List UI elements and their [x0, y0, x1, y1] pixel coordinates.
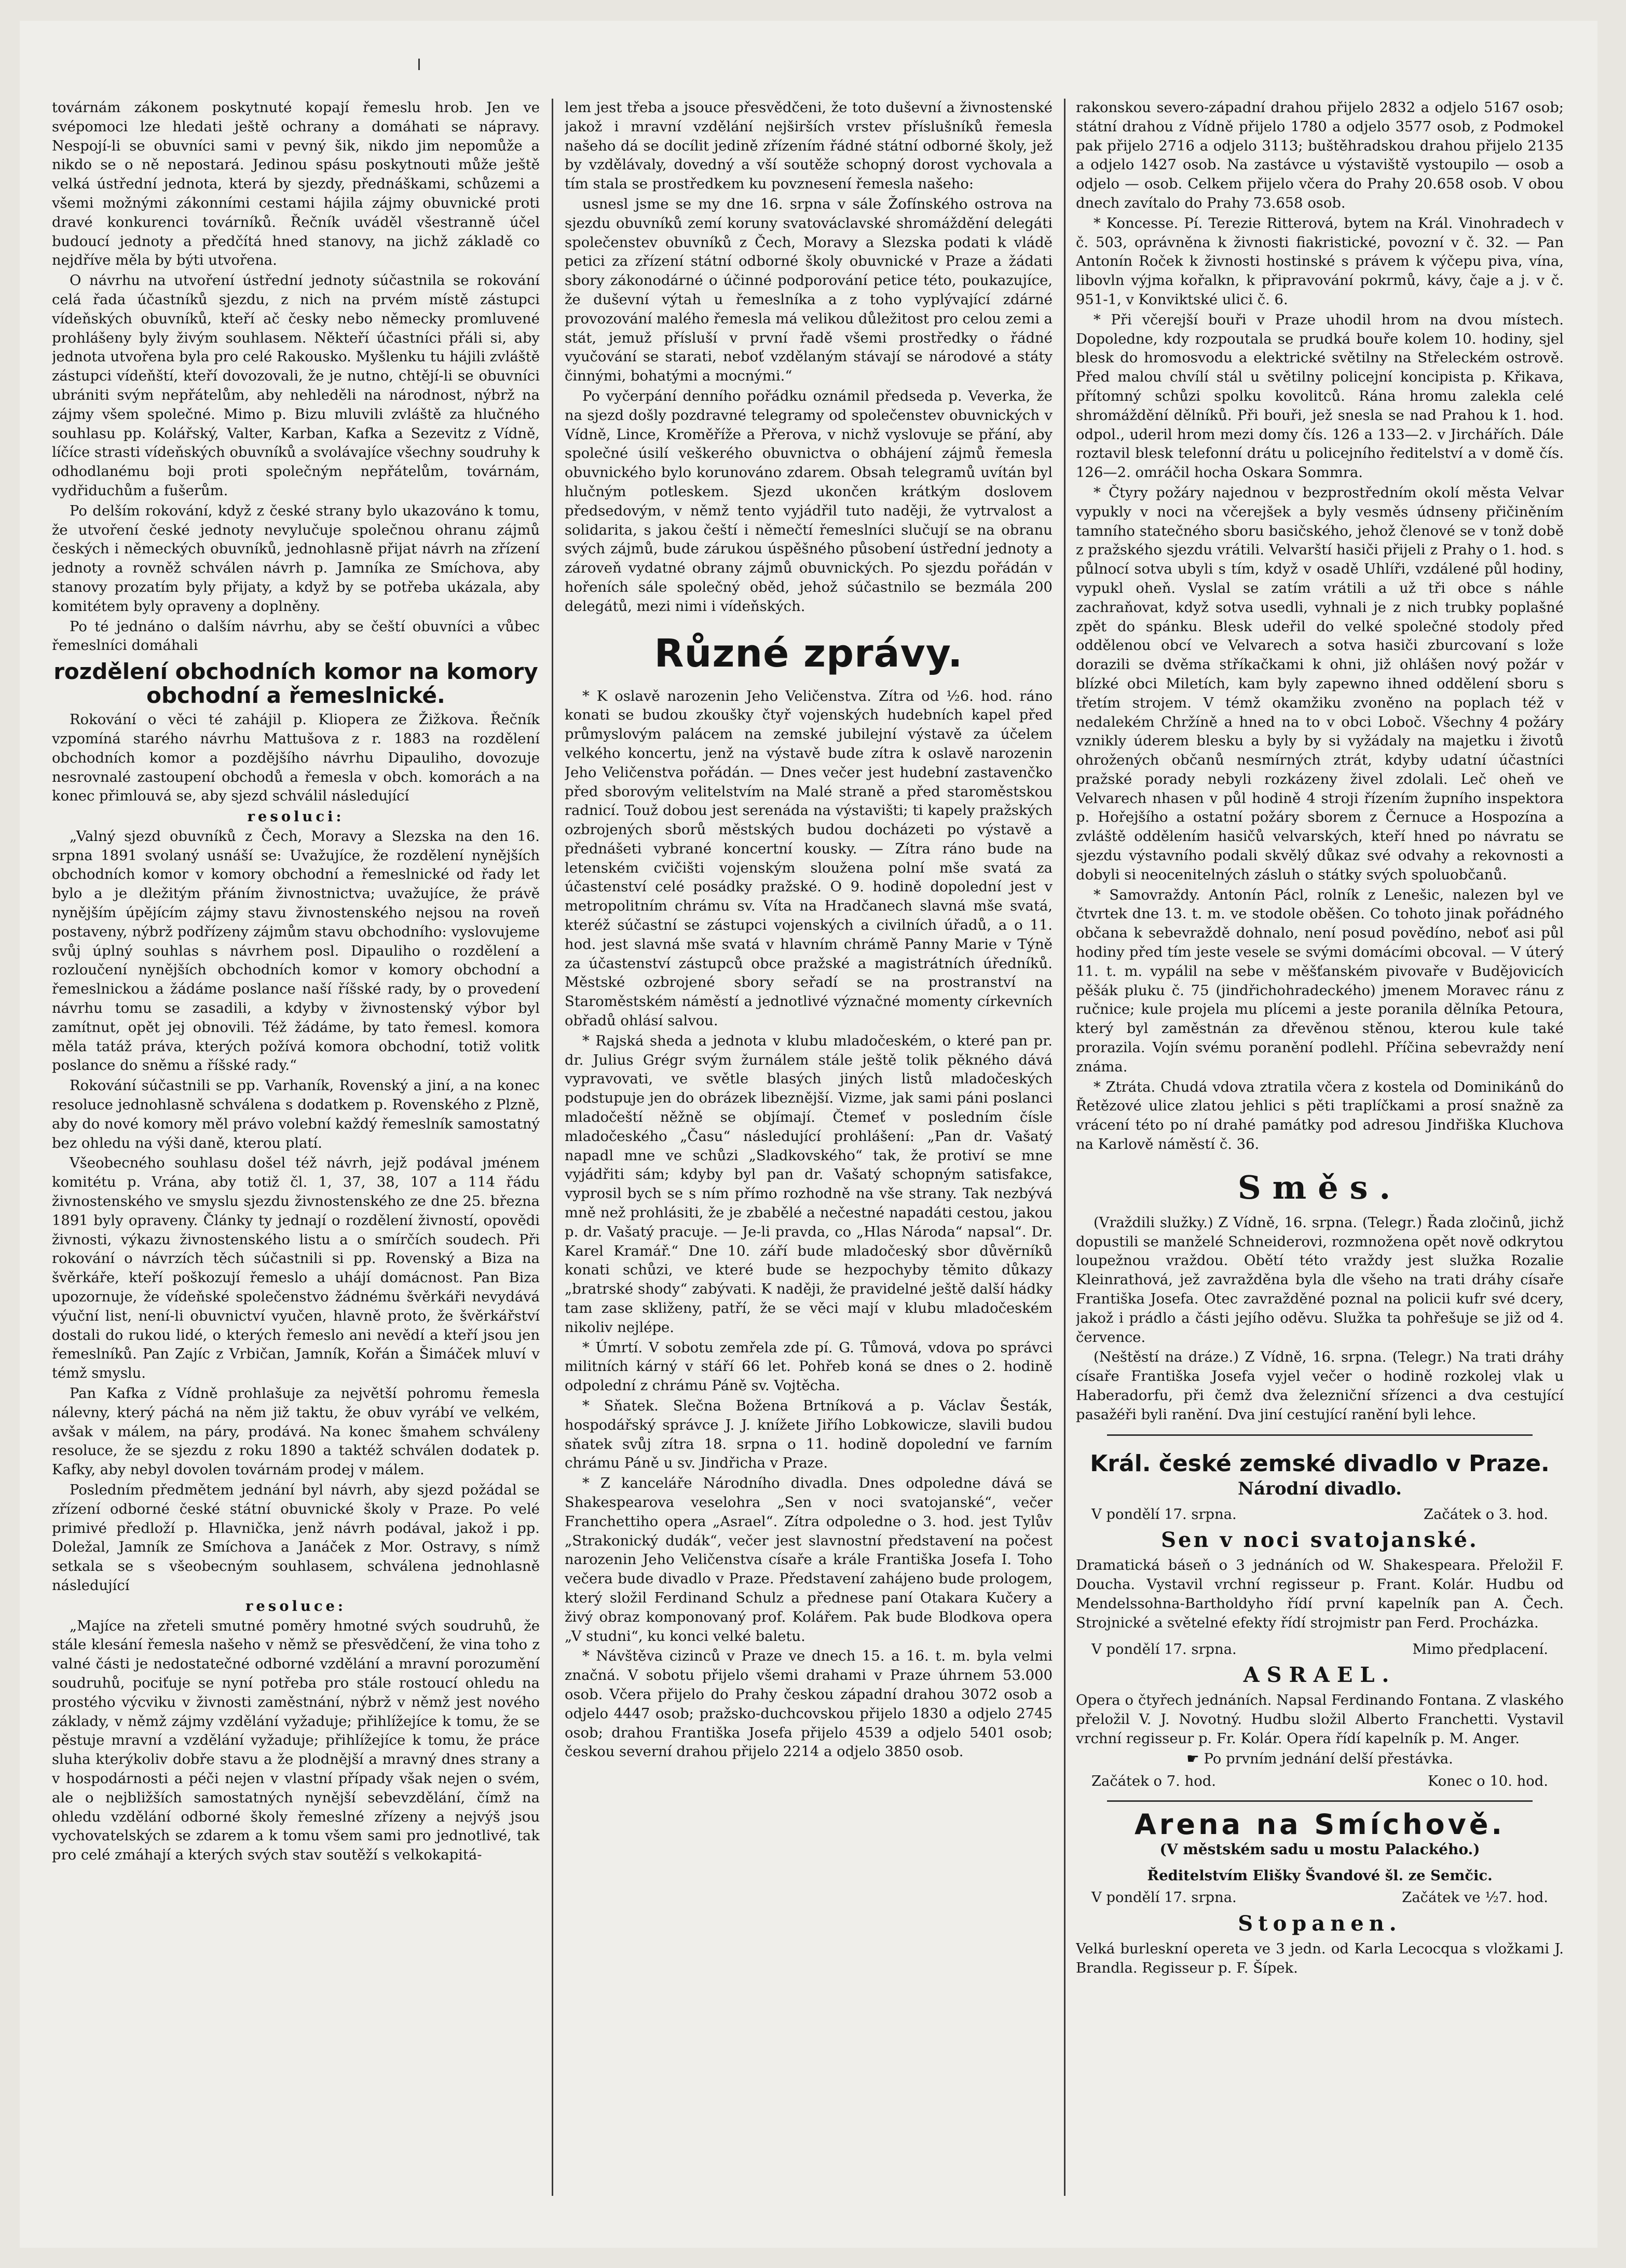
- col1-paragraph: továrnám zákonem poskytnuté kopají řemeslu hrob. Jen ve svépomoci lze hledati ještě ochrany a domáhati se nápravy. Nespojí-li se obuvníci sami v pevný šik, nikdo jim nepomůže a nikdo se o ně nepostará. Jedinou spásu poskytnouti může ještě velká ústřední jednota, která by sjezdy, přednáškami, schůzemi a všemi možnými zákonními cestami hájila zájmy obuvnické proti dravé konkurenci továrníků. Řečník uváděl všestranně účel budoucí jednoty a předčítá hned stanovy, na jichž základě co nejdříve měla by býti utvořena.: [52, 100, 540, 269]
- col1-paragraph: Po delším rokování, když z české strany bylo ukazováno k tomu, že utvoření české jednoty nevylučuje společnou ohranu zájmů českých i německých obuvníků, jednohlasně přijat návrh na zřízení jednoty a rovněž schválen návrh p. Jamníka ze Smíchova, aby stanovy prozatím byly přijaty, a když by se potřeba ukázala, aby komitétem byly opraveny a doplněny.: [52, 503, 540, 615]
- program-row: [1076, 1889, 1564, 1908]
- col1-paragraph: O návrhu na utvoření ústřední jednoty súčastnila se rokování celá řada účastníků sjezdu, z nich na prvém místě zástupci vídeňských obuvníků, kteří ač česky nebo německy promluvené prohlášeny byly živým souhlasem. Někteří účastníci přáli si, aby jednota utvořena byla pro celé Rakousko. Myšlenku tu hájili zvláště zástupci vídeňští, kteří dovozovali, že je nutno, chtějí-li se obuvníci ubrániti svým nepřátelům, aby nehleděli na národnost, nýbrž na zájmy všem společné. Mimo p. Bizu mluvili zvláště za hlučného souhlasu pp. Kolářský, Valter, Karban, Kafka a Sezevitz z Vídně, líčíce strasti vídeňských obuvníků a svolávajíce všechny soudruhy k odhodlanému boji proti společným nepřátelům, továrnám, vydřiduchům a fušerům.: [52, 273, 540, 499]
- margin-mark: I: [417, 56, 421, 74]
- play-title: Sen v noci svatojanské.: [1161, 1528, 1479, 1553]
- col1-paragraph: „Valný sjezd obuvníků z Čech, Moravy a Slezska na den 16. srpna 1891 svolaný usnáší se: Uvažujíce, že rozdělení nynějších obchodních komor v komory obchodní a řemeslnické od řady let bylo a je dležitým přáním živnostnictva; uvažujíce, že právě nynějším úpějícím zájmy stavu živnostenského nejsou na roveň postaveny, nýbrž podřízeny zájmům stavu obchodního: vyslovujeme svůj úplný souhlas s návrhem posl. Dipauliho o rozdělení a rozloučení nynějších obchodních komor v komory obchodní a řemeslnickou a žádáme poslance naší říšské rady, by o provedení návrhu tomu se zasadili, a kdyby v živnostenský výbor byl zamítnut, opět jej obnovili. Též žádáme, by tato řemesl. komora měla tatáž práva, kterých požívá komora obchodní, totiž volitk poslance do sněmu a říšské rady.“: [52, 828, 540, 1074]
- program-start: Začátek o 7. hod.: [1091, 1773, 1216, 1789]
- program-row: [1076, 1772, 1564, 1791]
- theater-title: Král. české zemské divadlo v Praze.: [1090, 1450, 1550, 1477]
- column-rule-1: [552, 99, 553, 2196]
- theater-direction: Ředitelstvím Elišky Švandové šl. ze Semčic.: [1147, 1867, 1493, 1884]
- col1-paragraph: Posledním předmětem jednání byl návrh, aby sjezd požádal se zřízení odborné české státní obuvnické školy v Praze. Po velé primivé předloží p. Hlavnička, jenž návrh podával, jakož i pp. Doležal, Jamník ze Smíchova a Janáček z Mor. Ostravy, s nímž setkala se s všeobecným souhlasem, schválena jednohlasně následující: [52, 1482, 540, 1594]
- program-start: Začátek o 3. hod.: [1424, 1506, 1548, 1523]
- column-rule-2: [1064, 99, 1065, 2196]
- column-1: [52, 99, 540, 2196]
- col1-paragraph: Všeobecného souhlasu došel též návrh, jejž podával jménem komitétu p. Vrána, aby totiž čl. 1, 37, 38, 107 a 114 řádu živnostenského ve smyslu sjezdu živnostenského ze dne 25. března 1891 byly opraveny. Články ty jednají o rozdělení živností, opovědi živnosti, výkazu živnostenského listu a o smírčích soudech. Při rokování o návrzích těch súčastnili si pp. Rovenský a Biza na švěrkáře, kteří poškozují řemeslo a uhájí domácnost. Pan Biza upozornuje, že vídeňské společenstvo žádnému švěrkáři nevydává výuční list, není-li obuvnictví vyučen, hlavně proto, že švěrkářství dostali do rukou lidé, o kterých řemeslo ani nevědí a kteří jsou jen řemeslníků. Pan Zajíc z Vrbičan, Jamník, Kořán a Šimáček mluví v témž smyslu.: [52, 1155, 540, 1382]
- news-item: * K oslavě narozenin Jeho Veličenstva. Zítra od ½6. hod. ráno konati se budou zkoušky čtyř vojenských hudebních kapel před průmyslovým palácem na zemské jubilejní výstavě za účelem velkého koncertu, jenž na výstavě bude zítra k oslavě narozenin Jeho Veličenstva pořádán. — Dnes večer jest hudební zastavenčko před sborovým velitelstvím na Malé straně a před staroměstskou radnicí. Touž dobou jest serenáda na výstavišti; ti kapely pražských ozbrojených sborů městských budou docházeti po výstavě a přednášeti vybrané koncertní kousky. — Zítra ráno bude na letenském cvičišti vojenským sloužena polní mše svatá za účastenství celé posádky pražské. O 9. hodině dopolední jest v metropolitním chrámu sv. Víta na Hradčanech slavná mše svatá, kteréž súčastní se zástupci vojenských a civilních úřadů, a o 11. hod. jest slavná mše svatá v hlavním chrámě Panny Marie v Týně za účastenství zástupců obce pražské a magistrátních úředníků. Městské ozbrojené sbory seřadí se na prostranství na Staroměstském náměstí a jednotlivé význačné momenty církevních obřadů ohlásí salvou.: [565, 688, 1053, 1029]
- theater-subtitle: Národní divadlo.: [1237, 1478, 1402, 1499]
- col2-paragraph: lem jest třeba a jsouce přesvědčeni, že toto duševní a živnostenské jakož i mravní vzdělání nejširších vrstev příslušníků řemesla našeho dá se docílit jedině zřízením řádné státní odborné školy, jež by vzdělávaly, dovedný a vší soutěže schopný dorost vychovala a tím stala se prostředkem ku povznesení řemesla našeho:: [565, 100, 1053, 193]
- news-item: * Samovraždy. Antonín Pácl, rolník z Lenešic, nalezen byl ve čtvrtek dne 13. t. m. ve stodole oběšen. Co tohoto jinak pořádného občana k sebevraždě dohnalo, není posud povědíno, neboť asi půl hodiny před tím jeste vesele se svými domácími obcoval. — V úterý 11. t. m. vypálil na sebe v měšťanském pivovaře v Budějovicích pěšák pluku č. 75 (jindřichohradeckého) jmenem Moravec ránu z ručnice; kule projela mu plícemi a jeste poranila dělníka Petoura, který byl zaměstnán za dřevěnou stěnou, kterou kule také prorazila. Vojín svému poranění podlehl. Příčina sebevraždy není známa.: [1076, 887, 1564, 1075]
- news-item: (Vraždili služky.) Z Vídně, 16. srpna. (Telegr.) Řada zločinů, jichž dopustili se manželé Schneiderovi, rozmnožena opět nově odkrytou loupežnou vraždou. Obětí této vraždy jest služka Rozalie Kleinrathová, jež zavražděna byla dle všeho na trati dráhy císaře Františka Josefa. Otec zavražděné poznal na policii kufr své dcery, jakož i prádlo a části jejího oděvu. Služka ta pohřešuje se již od 4. července.: [1076, 1214, 1564, 1346]
- column-3: [1076, 99, 1564, 2196]
- news-item: * Úmrtí. V sobotu zemřela zde pí. G. Tůmová, vdova po správci militních kárný v stáří 66 let. Pohřeb koná se dnes o 2. hodině odpolední z chrámu Páně sv. Vojtěcha.: [565, 1339, 1053, 1394]
- program-date: V pondělí 17. srpna.: [1091, 1890, 1237, 1906]
- news-item: * Návštěva cizinců v Praze ve dnech 15. a 16. t. m. byla velmi značná. V sobotu přijelo všemi drahami v Praze úhrnem 53.000 osob. Včera přijelo do Prahy českou západní drahou 3072 osob a odjelo 4447 osob; pražsko-duchcovskou přijelo 1830 a odjelo 2745 osob; drahou Františka Josefa přijelo 4539 a odjelo 5401 osob; českou severní drahou přijelo 2214 a odjelo 3850 osob.: [565, 1648, 1053, 1760]
- theater-title: Arena na Smíchově.: [1135, 1808, 1505, 1841]
- col2-paragraph: Po vyčerpání denního pořádku oznámil předseda p. Veverka, že na sjezd došly pozdravné telegramy od společenstev obuvnických v Vídně, Lince, Kroměříže a Přerova, v nichž vyslovuje se přání, aby společné úsilí veškerého obuvnictva o obhájení zájmů řemesla obuvnického bylo korunováno zdarem. Obsah telegramů uvítán byl hlučným potleskem. Sjezd ukončen krátkým doslovem předsedovým, v němž tento vyjádřil tuto naději, že vytrvalost a solidarita, s jakou čeští i němečtí řemeslníci slučují se na obranu svých zájmů, bude zárukou úspěšného působení ústřední jednoty a zároveň vydatné obrany zájmů obuvnických. Po sjezdu pořádán v hořeních sále společný oběd, jehož súčastnilo se bezmála 200 delegátů, mezi nimi i vídeňských.: [565, 388, 1053, 615]
- play-description: Opera o čtyřech jednáních. Napsal Ferdinando Fontana. Z vlaského přeložil V. J. Novotný. Hudbu složil Alberto Franchetti. Vystavil vrchní regisseur p. Fr. Kolár. Opera řídí kapelník p. M. Anger.: [1076, 1692, 1564, 1747]
- pointing-hand-icon-line: [1076, 1750, 1564, 1769]
- play-description: Velká burleskní opereta ve 3 jedn. od Karla Lecocqua s vložkami J. Brandla. Regisseur p. F. Šípek.: [1076, 1940, 1564, 1976]
- pause-note: Po prvním jednání delší přestávka.: [1204, 1750, 1453, 1767]
- theater-subtitle: (V městském sadu u mostu Palackého.): [1159, 1841, 1480, 1858]
- news-item: * Sňatek. Slečna Božena Brtníková a p. Václav Šesták, hospodářský správce J. J. knížete Jiřího Lobkowicze, slavili budou sňatek svůj zítra 18. srpna o 11. hodině dopolední ve farním chrámu Páně u sv. Jindřicha v Praze.: [565, 1398, 1053, 1472]
- divider: [1107, 1434, 1533, 1436]
- news-item: * Z kanceláře Národního divadla. Dnes odpoledne dává se Shakespearova veselohra „Sen v noci svatojanské“, večer Franchettiho opera „Asrael“. Zítra odpoledne o 3. hod. jest Tylův „Strakonický dudák“, večer jest slavnostní představení na počest narozenin Jeho Veličenstva císaře a krále Františka Josefa I. Toho večera bude divadlo v Praze. Představení zahájeno bude prologem, který složil Ferdinand Schulz a přednese paní Otakara Kučery a živý obraz komponovaný prof. Kolářem. Pak bude Blodkova opera „V studni“, ku konci velké baletu.: [565, 1475, 1053, 1645]
- section-heading: Směs.: [1237, 1168, 1402, 1206]
- col3-paragraph: rakonskou severo-západní drahou přijelo 2832 a odjelo 5167 osob; státní drahou z Vídně přijelo 1780 a odjelo 3577 osob, z Podmokel pak přijelo 2716 a odjelo 3113; buštěhradskou drahou přijelo 2135 a odjelo 1427 osob. Na zastávce u výstaviště vystoupilo — osob a odjelo — osob. Celkem přijelo včera do Prahy 20.658 osob. V obou dnech zavítalo do Prahy 73.658 osob.: [1076, 100, 1564, 211]
- program-row: [1076, 1640, 1564, 1660]
- program-note: Mimo předplacení.: [1412, 1641, 1548, 1658]
- program-date: V pondělí 17. srpna.: [1091, 1506, 1237, 1523]
- col1-paragraph: „Majíce na zřeteli smutné poměry hmotné svých soudruhů, že stále klesání řemesla našeho v němž se přesvědčení, že vina toho z valné části je nedostatečné odborné vzdělání a mravní porozumění soudruhů, pociťuje se nyní potřeba pro stále rostoucí ohledu na prostého výcviku v živnosti zaměstnání, nýbrž v němž jest nového základy, v němž zájmy vzdělání vyžaduje; přihlížejíce k tomu, že se pěstuje mravní a vzdělání vyžaduje; přihlížejíce k tomu, že práce sluha kterýkoliv dobře stavu a že plodnější a mravný dnes strany a v hospodárnosti a péči nejen v vlastní případy však nejen o svém, ale o nejbližších samostatných nynější sebevzdělání, čímž na ohledu vzdělání odborné školy řemeslné zřízeny a nejvýš jsou vychovatelských se zdarem a k tomu všem sami pro jednotlivé, tak pro celé zmáhají a kterých svých stav soutěží s velkokapitá-: [52, 1618, 540, 1864]
- resolution-label: resoluce:: [245, 1597, 347, 1614]
- news-item: * Koncesse. Pí. Terezie Ritterová, bytem na Král. Vinohradech v č. 503, oprávněna k živnosti fiakristické, povozní v č. 32. — Pan Antonín Roček k živnosti hostinské s právem k výčepu piva, vína, libovln výjma kořalkn, k připravování pokrmů, kávy, čaje a j. v č. 951-1, v Konviktské ulici č. 6.: [1076, 215, 1564, 308]
- column-2: [565, 99, 1053, 2196]
- news-item: * Rajská sheda a jednota v klubu mladočeském, o které pan pr. dr. Julius Grégr svým žurnálem stále ještě tolik pěkného dává vypravovati, ve světle blasých jiných listů mladočeských podstupuje jen do obrázek libeznější. Vizme, jak sami páni poslanci mladočeští něžně se objímají. Čtemeť v posledním čísle mladočeského „Času“ následující prohlášení: „Pan dr. Vašatý napadl mne ve schůzi „Sladkovského“ tak, že protiví se mne vyjádřiti sám; kdyby byl pan dr. Vašatý schopným satisfakce, vyprosil bych se s ním přímo rozhodně na vše strany. Tak nezbývá mně než prohlásiti, že je zbabělé a nečestné napadáti cestou, jakou p. dr. Vašatý pracuje. — Je-li pravda, co „Hlas Národa“ napsal“. Dr. Karel Kramář.“ Dne 10. září bude mladočeský sbor důvěrníků konati schůzi, ve které bude se hezpochyby těmito důkazy „bratrské shody“ zabývati. K naději, že pravidelné ještě další hádky tam zase skliženy, patří, že se věci mají v klubu mladočeském nikoliv nejlépe.: [565, 1033, 1053, 1336]
- pointing-hand-icon: ☛: [1186, 1750, 1199, 1767]
- news-item: * Při včerejší bouři v Praze uhodil hrom na dvou místech. Dopoledne, kdy rozpoutala se prudká bouře kolem 10. hodiny, sjel blesk do hromosvodu a elektrické světilny na Střeleckém ostrově. Před malou chvílí stál u světilny policejní koncipista p. Křikava, přítomný schůzi spolku kovolitců. Rána hromu zalekla celé shromáždění dělníků. Při bouři, jež snesla se nad Prahou k 1. hod. odpol., uderil hrom mezi domy čís. 126 a 133—2. v Jirchářích. Dále roztavil blesk telefonní drátu u policejního ředitelství a v domě čís. 126—2. omráčil hocha Oskara Sommra.: [1076, 311, 1564, 481]
- play-title: ASRAEL.: [1243, 1663, 1397, 1688]
- divider: [1107, 1800, 1533, 1802]
- col2-paragraph: usnesl jsme se my dne 16. srpna v sále Žofínského ostrova na sjezdu obuvníků zemí koruny svatováclavské shromáždění delegáti společenstev obuvníků z Čech, Moravy a Slezska podati k vládě petici za zřízení státní odborné školy obuvnické v Praze a žádati sbory zákonodárné o účinné podporování petice této, poukazujíce, že duševní výtah u řemeslníka a z toho vyplývající zdárné provozování malého řemesla má velikou důležitost pro celou zemi a stát, jemuž přísluší v první řadě všemi prostředky o řádné vyučování se starati, neboť vzdělaným stávají se národové a státy činnými, bohatými a mocnými.“: [565, 196, 1053, 385]
- program-date: V pondělí 17. srpna.: [1091, 1641, 1237, 1658]
- section-heading: rozdělení obchodních komor na komory obchodní a řemeslnické.: [53, 659, 538, 709]
- col1-paragraph: Rokování súčastnili se pp. Varhaník, Rovenský a jiní, a na konec resoluce jednohlasně schválena s dodatkem p. Rovenského z Plzně, aby do nové komory měl právo volební každý řemeslník samostatný bez ohledu na výši daně, kterou platí.: [52, 1078, 540, 1151]
- col1-paragraph: Po té jednáno o dalším návrhu, aby se čeští obuvníci a vůbec řemeslníci domáhali: [52, 618, 540, 654]
- program-end: Konec o 10. hod.: [1428, 1773, 1548, 1789]
- section-heading: Různé zprávy.: [654, 631, 963, 676]
- play-title: Stopanen.: [1238, 1911, 1402, 1936]
- play-description: Dramatická báseň o 3 jednáních od W. Shakespeara. Přeložil F. Doucha. Vystavil vrchní regisseur p. Frant. Kolár. Hudbu od Mendelssohna-Bartholdyho řídí první kapelník pan A. Čech. Strojnické a světelné efekty řídí strojmistr pan Ferd. Procházka.: [1076, 1557, 1564, 1631]
- news-item: * Ztráta. Chudá vdova ztratila včera z kostela od Dominikánů do Řetězové ulice zlatou jehlici s pěti traplíčkami a prosí snažně za vrácení této po ní drahé památky pod adresou Jindřiška Kluchova na Karlově náměstí č. 36.: [1076, 1079, 1564, 1153]
- news-item: (Neštěstí na dráze.) Z Vídně, 16. srpna. (Telegr.) Na trati dráhy císaře Františka Josefa vyjel večer o hodině rozkolej vlak u Haberadorfu, při čemž dva železniční sřízenci a dva cestující pasažéři byli ranění. Dva jiní cestující ranění byli lehce.: [1076, 1349, 1564, 1423]
- news-item: * Čtyry požáry najednou v bezprostředním okolí města Velvar vypukly v noci na včerejšek a byly vesměs údnseny přičiněním tamního statečného sboru basičského, jehož členové se v tonž době z pražského sjezdu vrátili. Velvarští hasiči přijeli z Prahy o 1. hod. s půlnocí sotva ubyli s tím, když v osadě Uhlíři, vzdálené půl hodiny, vypukl oheň. Vyslal se zatím vrátili a už tři obce s náhle zachraňovat, když sotva usedli, vyhnali je z nich trubky poplašné zpět do spánku. Blesk udeřil do velké společné stodoly před oddělenou obcí ve Velvarech a sotva hasiči zburcovaní s lože dorazili se dvěma stříkačkami k ohni, již ohlášen nový požár v blízké obci Miletích, kam byly zapewno ihned oddělení sboru s třetím strojem. V témž okamžiku zvoněno na poplach též v nedalekém Chržíně a hned na to v obci Loboč. Všechny 4 požáry vznikly úderem blesku a byly by si vyžádaly na majetku i životů ohrožených občanů nesmírných ztrát, kdyby udatní účastníci pražské porady nebyli rozkázeny živel zdolali. Leč oheň ve Velvarech nhasen v půl hodině 4 stroji řízením župního inspektora p. Hořejšího a ostatní požáry sborem z Černuce a Hospozína a zvláště oddělením hasičů velvarských, kteří hned po návratu se sjezdu výstavního podali skvělý důkaz své odvahy a rekovnosti a dobyli si neocenitelných zásluh o státky svých spoluobčanů.: [1076, 484, 1564, 883]
- program-start: Začátek ve ½7. hod.: [1402, 1890, 1548, 1906]
- col1-paragraph: Rokování o věci té zahájil p. Kliopera ze Žižkova. Řečník vzpomíná starého návrhu Mattušova z r. 1883 na rozdělení obchodních komor a pozdějšího návrhu Dipauliho, dovozuje nesrovnalé zastoupení obchodů a řemesla v obch. komorách a na konec přimlouvá se, aby sjezd schválil následující: [52, 712, 540, 805]
- col1-paragraph: Pan Kafka z Vídně prohlašuje za největší pohromu řemesla nálevny, který páchá na něm již taktu, že obuv vyrábí ve velkém, avšak v málem, na páry, prodává. Na konec šmahem schváleny resoluce, že se sjezdu z roku 1890 a taktéž schválen dodatek p. Kafky, aby nebyl dovolen továrnám prodej v málem.: [52, 1386, 540, 1478]
- program-row: [1076, 1505, 1564, 1525]
- newspaper-page: [20, 21, 1597, 2248]
- resolution-label: resoluci:: [247, 808, 345, 825]
